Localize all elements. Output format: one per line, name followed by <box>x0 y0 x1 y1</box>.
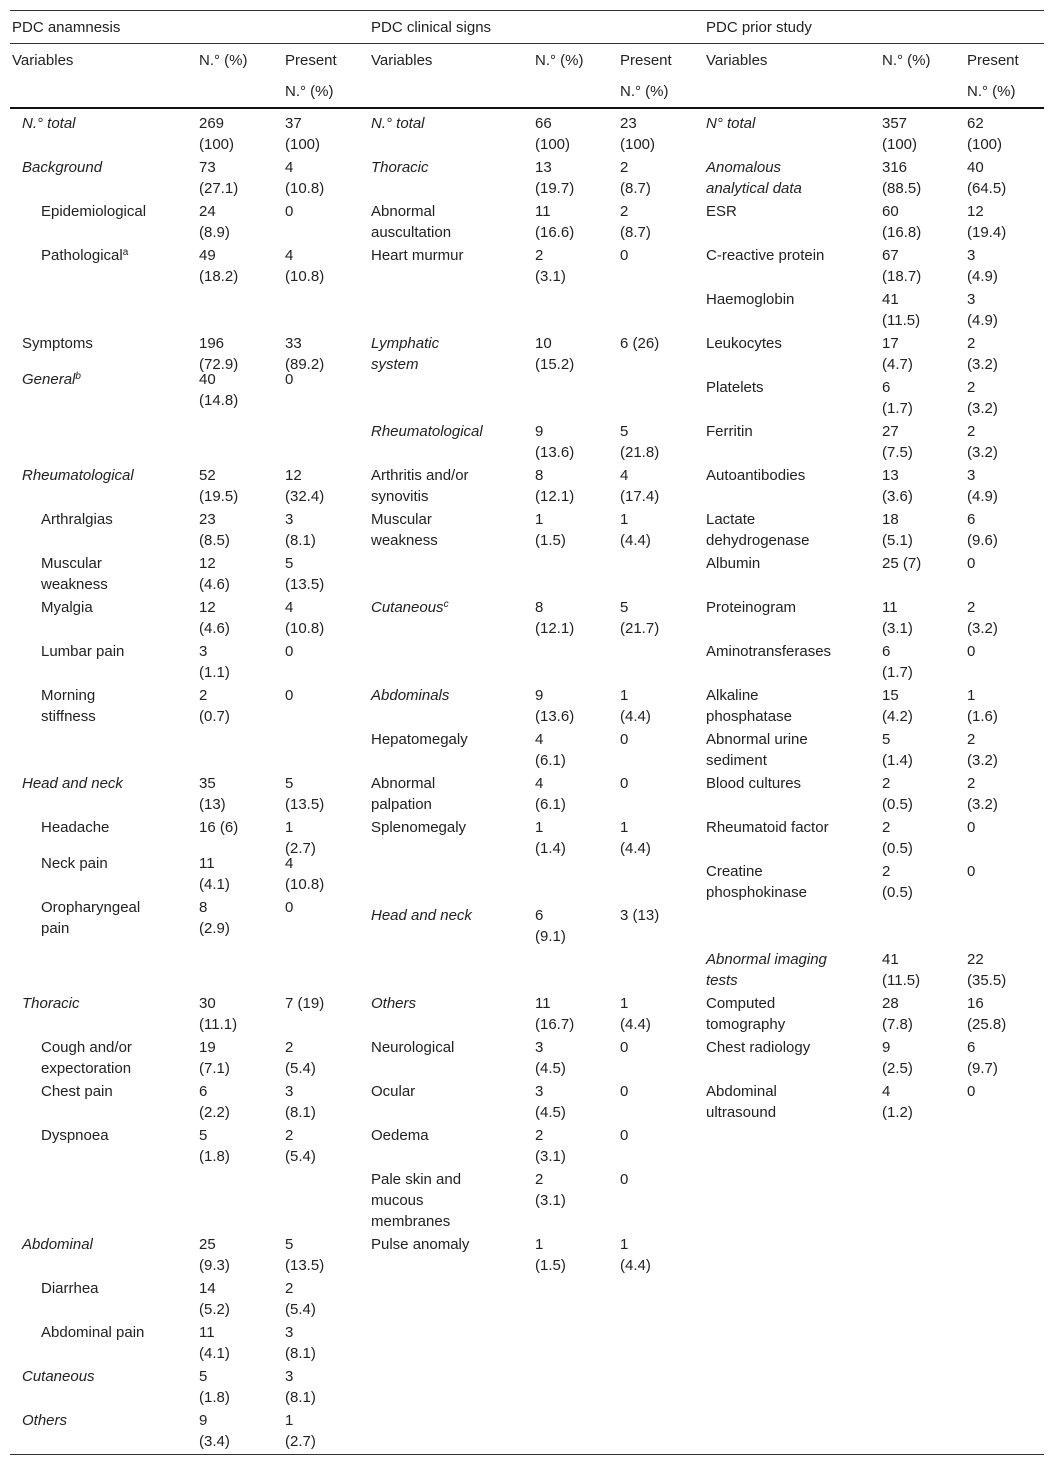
col-header-variables: Variables <box>706 52 768 69</box>
anamnesis-row-n-pct: 9 (3.4) <box>199 1412 230 1450</box>
prior-row-label: Anomalous analytical data <box>706 159 802 197</box>
prior-row-n-pct: 357 (100) <box>882 115 918 153</box>
clinical-row-label: Abnormal auscultation <box>371 203 452 241</box>
footnote-marker: c <box>443 599 449 610</box>
anamnesis-row-label: Abdominal pain <box>41 1324 145 1341</box>
anamnesis-row-present: 1 (2.7) <box>285 819 316 857</box>
clinical-row-present: 0 <box>620 1127 629 1144</box>
anamnesis-row-n-pct: 40 (14.8) <box>199 371 239 409</box>
anamnesis-row-present: 5 (13.5) <box>285 1236 325 1274</box>
anamnesis-row-label: Diarrhea <box>41 1280 99 1297</box>
clinical-row-present: 1 (4.4) <box>620 819 651 857</box>
anamnesis-row-n-pct: 25 (9.3) <box>199 1236 230 1274</box>
prior-row-present: 12 (19.4) <box>967 203 1007 241</box>
anamnesis-row-label: Cutaneous <box>22 1368 95 1385</box>
prior-row-n-pct: 67 (18.7) <box>882 247 922 285</box>
prior-row-n-pct: 4 (1.2) <box>882 1083 913 1121</box>
clinical-row-label: Thoracic <box>371 159 429 176</box>
anamnesis-row-n-pct: 2 (0.7) <box>199 687 230 725</box>
prior-row-n-pct: 6 (1.7) <box>882 379 913 417</box>
clinical-row-present: 0 <box>620 731 629 748</box>
clinical-row-present: 3 (13) <box>620 907 660 924</box>
anamnesis-row-label: Morning stiffness <box>41 687 96 725</box>
clinical-row-label: Heart murmur <box>371 247 464 264</box>
prior-row-present: 62 (100) <box>967 115 1003 153</box>
prior-row-n-pct: 2 (0.5) <box>882 819 913 857</box>
prior-row-n-pct: 316 (88.5) <box>882 159 922 197</box>
anamnesis-row-present: 3 (8.1) <box>285 1368 316 1406</box>
prior-row-n-pct: 28 (7.8) <box>882 995 913 1033</box>
prior-row-n-pct: 5 (1.4) <box>882 731 913 769</box>
clinical-row-n-pct: 4 (6.1) <box>535 731 566 769</box>
prior-row-n-pct: 27 (7.5) <box>882 423 913 461</box>
col-header-present-n-pct: N.° (%) <box>285 83 334 100</box>
clinical-row-n-pct: 11 (16.6) <box>535 203 575 241</box>
clinical-row-label: Hepatomegaly <box>371 731 468 748</box>
anamnesis-row-label: Chest pain <box>41 1083 113 1100</box>
col-header-present: Present <box>620 52 672 69</box>
prior-row-present: 2 (3.2) <box>967 335 998 373</box>
prior-row-present: 0 <box>967 819 976 836</box>
clinical-row-n-pct: 2 (3.1) <box>535 1127 566 1165</box>
clinical-row-n-pct: 2 (3.1) <box>535 247 566 285</box>
group-header-prior-study: PDC prior study <box>706 19 812 36</box>
clinical-row-n-pct: 3 (4.5) <box>535 1083 566 1121</box>
clinical-row-present: 0 <box>620 1039 629 1056</box>
prior-row-present: 1 (1.6) <box>967 687 998 725</box>
clinical-row-label: Oedema <box>371 1127 429 1144</box>
anamnesis-row-present: 37 (100) <box>285 115 321 153</box>
clinical-row-n-pct: 9 (13.6) <box>535 687 575 725</box>
prior-row-label: Abnormal urine sediment <box>706 731 808 769</box>
prior-row-label: Rheumatoid factor <box>706 819 829 836</box>
anamnesis-row-label: N.° total <box>22 115 76 132</box>
clinical-row-label: Abnormal palpation <box>371 775 436 813</box>
anamnesis-row-label: Dyspnoea <box>41 1127 109 1144</box>
col-header-n-pct: N.° (%) <box>199 52 248 69</box>
prior-row-present: 6 (9.6) <box>967 511 998 549</box>
clinical-row-n-pct: 2 (3.1) <box>535 1171 566 1209</box>
col-header-present-n-pct: N.° (%) <box>967 83 1016 100</box>
prior-row-n-pct: 13 (3.6) <box>882 467 913 505</box>
group-header-anamnesis: PDC anamnesis <box>12 19 121 36</box>
prior-row-n-pct: 2 (0.5) <box>882 775 913 813</box>
prior-row-n-pct: 60 (16.8) <box>882 203 922 241</box>
anamnesis-row-label: Others <box>22 1412 68 1429</box>
prior-row-label: Creatine phosphokinase <box>706 863 807 901</box>
anamnesis-row-n-pct: 11 (4.1) <box>199 1324 230 1362</box>
prior-row-label: C-reactive protein <box>706 247 825 264</box>
anamnesis-row-present: 4 (10.8) <box>285 855 325 893</box>
anamnesis-row-label: Symptoms <box>22 335 93 352</box>
group-header-rule <box>10 43 1044 44</box>
clinical-row-n-pct: 6 (9.1) <box>535 907 566 945</box>
clinical-row-present: 0 <box>620 1171 629 1188</box>
prior-row-n-pct: 41 (11.5) <box>882 291 921 329</box>
clinical-row-n-pct: 3 (4.5) <box>535 1039 566 1077</box>
anamnesis-row-n-pct: 12 (4.6) <box>199 555 230 593</box>
prior-row-present: 2 (3.2) <box>967 731 998 769</box>
prior-row-n-pct: 15 (4.2) <box>882 687 913 725</box>
anamnesis-row-present: 1 (2.7) <box>285 1412 316 1450</box>
anamnesis-row-label: Background <box>22 159 103 176</box>
clinical-row-present: 0 <box>620 247 629 264</box>
prior-row-present: 16 (25.8) <box>967 995 1007 1033</box>
prior-row-present: 2 (3.2) <box>967 599 998 637</box>
anamnesis-row-present: 0 <box>285 643 294 660</box>
anamnesis-row-present: 7 (19) <box>285 995 325 1012</box>
prior-row-label: Proteinogram <box>706 599 797 616</box>
clinical-row-present: 5 (21.7) <box>620 599 660 637</box>
prior-row-label: Abnormal imaging tests <box>706 951 827 989</box>
clinical-row-present: 0 <box>620 1083 629 1100</box>
prior-row-present: 3 (4.9) <box>967 467 998 505</box>
anamnesis-row-label: Pathological$^a$ <box>41 247 129 264</box>
prior-row-label: Leukocytes <box>706 335 782 352</box>
prior-row-label: Blood cultures <box>706 775 802 792</box>
anamnesis-row-n-pct: 5 (1.8) <box>199 1368 230 1406</box>
anamnesis-row-present: 2 (5.4) <box>285 1127 316 1165</box>
clinical-row-present: 1 (4.4) <box>620 687 651 725</box>
prior-row-label: Platelets <box>706 379 764 396</box>
prior-row-label: ESR <box>706 203 737 220</box>
anamnesis-row-present: 5 (13.5) <box>285 555 325 593</box>
anamnesis-row-present: 5 (13.5) <box>285 775 325 813</box>
anamnesis-row-n-pct: 24 (8.9) <box>199 203 230 241</box>
col-header-present: Present <box>285 52 337 69</box>
clinical-row-present: 0 <box>620 775 629 792</box>
anamnesis-row-label: Epidemiological <box>41 203 147 220</box>
prior-row-n-pct: 41 (11.5) <box>882 951 921 989</box>
anamnesis-row-present: 4 (10.8) <box>285 247 325 285</box>
anamnesis-row-present: 4 (10.8) <box>285 159 325 197</box>
anamnesis-row-label: Arthralgias <box>41 511 113 528</box>
anamnesis-row-n-pct: 269 (100) <box>199 115 235 153</box>
anamnesis-row-n-pct: 196 (72.9) <box>199 335 239 373</box>
anamnesis-row-present: 2 (5.4) <box>285 1280 316 1318</box>
prior-row-label: Autoantibodies <box>706 467 806 484</box>
anamnesis-row-n-pct: 12 (4.6) <box>199 599 230 637</box>
prior-row-present: 22 (35.5) <box>967 951 1007 989</box>
clinical-row-n-pct: 10 (15.2) <box>535 335 575 373</box>
anamnesis-row-n-pct: 23 (8.5) <box>199 511 230 549</box>
prior-row-label: Aminotransferases <box>706 643 832 660</box>
col-header-n-pct: N.° (%) <box>535 52 584 69</box>
clinical-row-label: Muscular weakness <box>371 511 438 549</box>
anamnesis-row-label: Rheumatological <box>22 467 134 484</box>
anamnesis-row-present: 12 (32.4) <box>285 467 325 505</box>
anamnesis-row-label: Myalgia <box>41 599 93 616</box>
anamnesis-row-n-pct: 6 (2.2) <box>199 1083 230 1121</box>
col-header-present: Present <box>967 52 1019 69</box>
group-header-clinical-signs: PDC clinical signs <box>371 19 492 36</box>
anamnesis-row-label: Abdominal <box>22 1236 93 1253</box>
prior-row-present: 3 (4.9) <box>967 291 998 329</box>
clinical-row-label: Abdominals <box>371 687 450 704</box>
anamnesis-row-n-pct: 5 (1.8) <box>199 1127 230 1165</box>
anamnesis-row-present: 3 (8.1) <box>285 1083 316 1121</box>
anamnesis-row-present: 33 (89.2) <box>285 335 325 373</box>
anamnesis-row-n-pct: 8 (2.9) <box>199 899 230 937</box>
clinical-row-n-pct: 1 (1.4) <box>535 819 566 857</box>
anamnesis-row-label: Headache <box>41 819 110 836</box>
prior-row-present: 2 (3.2) <box>967 423 998 461</box>
clinical-row-label: Splenomegaly <box>371 819 467 836</box>
anamnesis-row-label: Muscular weakness <box>41 555 108 593</box>
anamnesis-row-present: 3 (8.1) <box>285 511 316 549</box>
clinical-row-label: Lymphatic system <box>371 335 440 373</box>
clinical-row-label: Others <box>371 995 417 1012</box>
clinical-row-present: 4 (17.4) <box>620 467 660 505</box>
prior-row-n-pct: 18 (5.1) <box>882 511 913 549</box>
clinical-row-label: Cutaneous$^c$ <box>371 599 449 616</box>
prior-row-label: Albumin <box>706 555 761 572</box>
clinical-row-label: N.° total <box>371 115 425 132</box>
prior-row-label: Computed tomography <box>706 995 786 1033</box>
prior-row-present: 40 (64.5) <box>967 159 1007 197</box>
col-header-variables: Variables <box>371 52 433 69</box>
prior-row-present: 2 (3.2) <box>967 379 998 417</box>
prior-row-label: Alkaline phosphatase <box>706 687 792 725</box>
clinical-row-present: 6 (26) <box>620 335 660 352</box>
prior-row-n-pct: 2 (0.5) <box>882 863 913 901</box>
col-header-variables: Variables <box>12 52 74 69</box>
clinical-row-n-pct: 1 (1.5) <box>535 1236 566 1274</box>
prior-row-n-pct: 6 (1.7) <box>882 643 913 681</box>
prior-row-present: 0 <box>967 555 976 572</box>
clinical-row-n-pct: 66 (100) <box>535 115 571 153</box>
prior-row-label: Lactate dehydrogenase <box>706 511 810 549</box>
anamnesis-row-present: 0 <box>285 371 294 388</box>
prior-row-label: Abdominal ultrasound <box>706 1083 777 1121</box>
clinical-row-label: Pulse anomaly <box>371 1236 470 1253</box>
clinical-row-n-pct: 1 (1.5) <box>535 511 566 549</box>
clinical-row-present: 1 (4.4) <box>620 1236 651 1274</box>
clinical-row-label: Head and neck <box>371 907 472 924</box>
prior-row-label: Chest radiology <box>706 1039 811 1056</box>
clinical-row-n-pct: 13 (19.7) <box>535 159 575 197</box>
anamnesis-row-present: 4 (10.8) <box>285 599 325 637</box>
clinical-row-present: 1 (4.4) <box>620 511 651 549</box>
anamnesis-row-n-pct: 30 (11.1) <box>199 995 238 1033</box>
clinical-row-n-pct: 4 (6.1) <box>535 775 566 813</box>
anamnesis-row-label: Head and neck <box>22 775 123 792</box>
anamnesis-row-n-pct: 19 (7.1) <box>199 1039 230 1077</box>
prior-row-present: 0 <box>967 863 976 880</box>
clinical-row-label: Neurological <box>371 1039 455 1056</box>
anamnesis-row-label: Lumbar pain <box>41 643 125 660</box>
clinical-row-n-pct: 8 (12.1) <box>535 599 575 637</box>
prior-row-present: 0 <box>967 1083 976 1100</box>
anamnesis-row-present: 0 <box>285 203 294 220</box>
clinical-row-present: 23 (100) <box>620 115 656 153</box>
prior-row-present: 6 (9.7) <box>967 1039 998 1077</box>
clinical-row-label: Rheumatological <box>371 423 483 440</box>
anamnesis-row-present: 0 <box>285 899 294 916</box>
table-top-rule <box>10 10 1044 11</box>
anamnesis-row-present: 0 <box>285 687 294 704</box>
anamnesis-row-label: Thoracic <box>22 995 80 1012</box>
col-header-present-n-pct: N.° (%) <box>620 83 669 100</box>
clinical-row-present: 2 (8.7) <box>620 203 651 241</box>
prior-row-n-pct: 11 (3.1) <box>882 599 913 637</box>
prior-row-present: 2 (3.2) <box>967 775 998 813</box>
clinical-row-label: Arthritis and/or synovitis <box>371 467 469 505</box>
anamnesis-row-n-pct: 73 (27.1) <box>199 159 239 197</box>
prior-row-label: Ferritin <box>706 423 753 440</box>
prior-row-present: 0 <box>967 643 976 660</box>
anamnesis-row-n-pct: 52 (19.5) <box>199 467 239 505</box>
anamnesis-row-label: Cough and/or expectoration <box>41 1039 132 1077</box>
prior-row-present: 3 (4.9) <box>967 247 998 285</box>
clinical-row-label: Pale skin and mucous membranes <box>371 1171 462 1230</box>
anamnesis-row-label: Oropharyngeal pain <box>41 899 141 937</box>
prior-row-label: N° total <box>706 115 756 132</box>
clinical-row-label: Ocular <box>371 1083 416 1100</box>
footnote-marker: b <box>75 371 81 382</box>
clinical-row-present: 1 (4.4) <box>620 995 651 1033</box>
anamnesis-row-label: General$^b$ <box>22 371 81 388</box>
prior-row-n-pct: 25 (7) <box>882 555 922 572</box>
clinical-row-n-pct: 9 (13.6) <box>535 423 575 461</box>
anamnesis-row-n-pct: 35 (13) <box>199 775 226 813</box>
clinical-row-present: 5 (21.8) <box>620 423 660 461</box>
anamnesis-row-n-pct: 16 (6) <box>199 819 239 836</box>
anamnesis-row-n-pct: 49 (18.2) <box>199 247 239 285</box>
anamnesis-row-present: 3 (8.1) <box>285 1324 316 1362</box>
footnote-marker: a <box>122 247 129 258</box>
prior-row-n-pct: 17 (4.7) <box>882 335 913 373</box>
clinical-row-n-pct: 11 (16.7) <box>535 995 575 1033</box>
prior-row-n-pct: 9 (2.5) <box>882 1039 913 1077</box>
prior-row-label: Haemoglobin <box>706 291 795 308</box>
anamnesis-row-label: Neck pain <box>41 855 108 872</box>
col-header-n-pct: N.° (%) <box>882 52 931 69</box>
header-bottom-rule <box>10 107 1044 109</box>
clinical-row-n-pct: 8 (12.1) <box>535 467 575 505</box>
table-bottom-rule <box>10 1454 1044 1455</box>
anamnesis-row-n-pct: 3 (1.1) <box>199 643 230 681</box>
prior-study-table <box>10 10 1044 1456</box>
anamnesis-row-n-pct: 14 (5.2) <box>199 1280 230 1318</box>
anamnesis-row-present: 2 (5.4) <box>285 1039 316 1077</box>
anamnesis-row-n-pct: 11 (4.1) <box>199 855 230 893</box>
clinical-row-present: 2 (8.7) <box>620 159 651 197</box>
